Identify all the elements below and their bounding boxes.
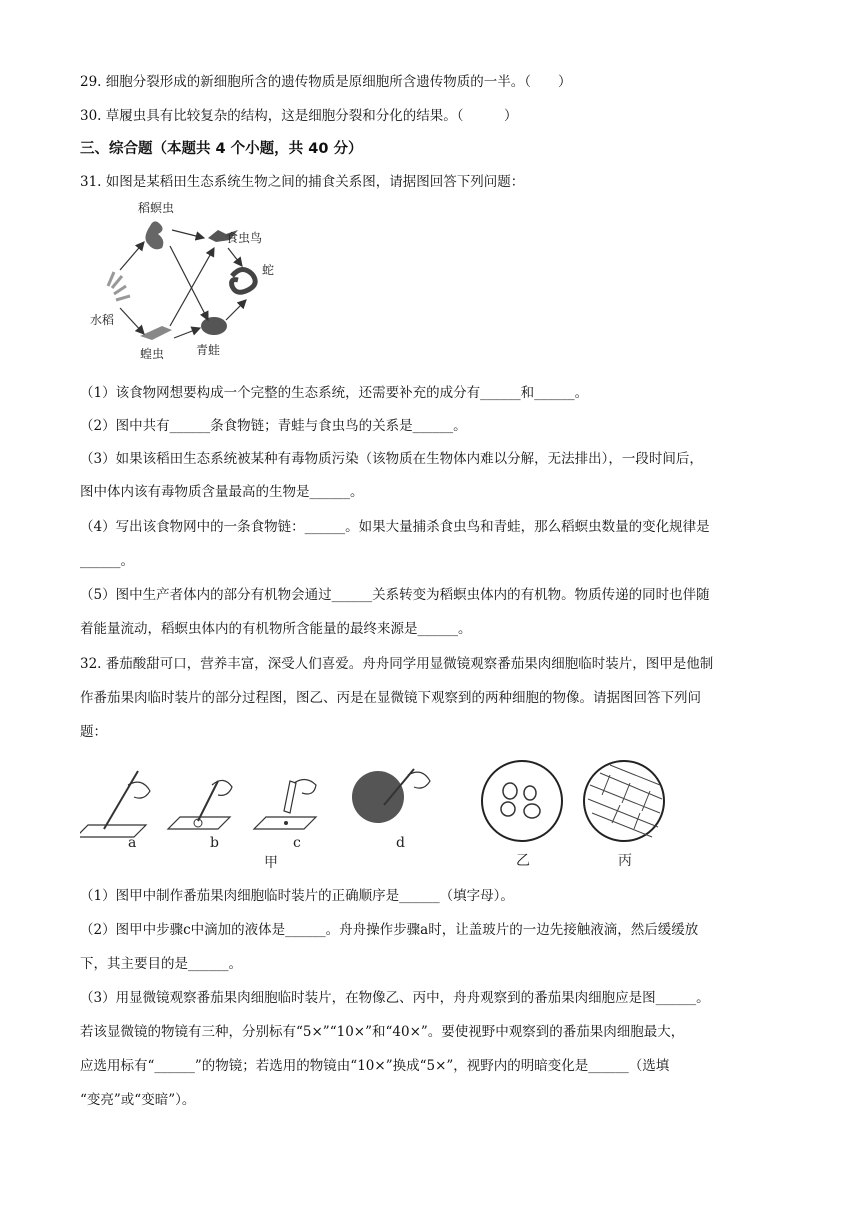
slide-preparation-figure: [80, 755, 690, 875]
question-29: 29. 细胞分裂形成的新细胞所含的遗传物质是原细胞所含遗传物质的一半。（ ）: [80, 74, 572, 90]
label-snake: 蛇: [262, 263, 275, 277]
label-step-c: c: [293, 835, 301, 851]
q32-stem-3: 题：: [80, 724, 107, 740]
q31-line-6: ______。: [80, 553, 134, 569]
planthopper-icon: [145, 221, 163, 249]
snake-icon: [232, 269, 256, 292]
step-d-illustration: [352, 769, 430, 823]
label-group-jia: 甲: [264, 855, 278, 871]
label-rice: 水稻: [90, 313, 115, 327]
q32-stem-2: 作番茄果肉临时装片的部分过程图，图乙、丙是在显微镜下观察到的两种细胞的物像。请据图回答下列问: [80, 690, 701, 706]
locust-icon: [140, 326, 172, 340]
q31-line-2: （2）图中共有______条食物链；青蛙与食虫鸟的关系是______。: [80, 418, 467, 434]
q32-line-6: 应选用标有“______”的物镜；若选用的物镜由“10×”换成“5×”，视野内的明暗变化是______（选填: [80, 1058, 670, 1074]
q31-line-7: （5）图中生产者体内的部分有机物会通过______关系转变为稻螟虫体内的有机物。物质传递的同时也伴随: [80, 587, 710, 603]
question-30: 30. 草履虫具有比较复杂的结构，这是细胞分裂和分化的结果。（ ）: [80, 108, 518, 124]
q32-line-7: “变亮”或“变暗”）。: [80, 1092, 196, 1108]
q31-line-8: 着能量流动，稻螟虫体内的有机物所含能量的最终来源是______。: [80, 621, 472, 637]
label-bird: 食虫鸟: [226, 231, 263, 245]
label-locust: 蝗虫: [140, 347, 165, 361]
step-b-illustration: [168, 780, 232, 829]
q32-line-1: （1）图甲中制作番茄果肉细胞临时装片的正确顺序是______（填字母）。: [80, 888, 514, 904]
label-frog: 青蛙: [196, 343, 221, 357]
section-title: 三、综合题（本题共 4 个小题，共 40 分）: [80, 141, 363, 157]
q31-line-4: 图中体内该有毒物质含量最高的生物是______。: [80, 484, 364, 500]
step-a-illustration: [80, 771, 150, 837]
view-bing-illustration: [584, 761, 664, 841]
view-yi-illustration: [482, 761, 562, 841]
q32-stem-1: 32. 番茄酸甜可口，营养丰富，深受人们喜爱。舟舟同学用显微镜观察番茄果肉细胞临时装片，图甲是他制: [80, 656, 714, 672]
frog-icon: [201, 317, 227, 335]
rice-icon: [108, 272, 130, 300]
q32-line-3: 下，其主要目的是______。: [80, 956, 242, 972]
q32-line-5: 若该显微镜的物镜有三种，分别标有“5×”“10×”和“40×”。要使视野中观察到的番茄果肉细胞最大，: [80, 1024, 685, 1040]
label-step-d: d: [396, 835, 405, 851]
label-view-yi: 乙: [516, 853, 530, 869]
q31-line-3: （3）如果该稻田生态系统被某种有毒物质污染（该物质在生物体内难以分解，无法排出），一段时间后，: [80, 451, 703, 467]
question-31-stem: 31. 如图是某稻田生态系统生物之间的捕食关系图，请据图回答下列问题：: [80, 174, 525, 190]
q32-line-2: （2）图甲中步骤c中滴加的液体是______。舟舟操作步骤a时，让盖玻片的一边先接触液滴，然后缓缓放: [80, 922, 699, 938]
step-c-illustration: [254, 779, 316, 829]
label-step-b: b: [210, 835, 219, 851]
label-planthopper: 稻螟虫: [138, 201, 175, 215]
food-web-figure: [80, 196, 300, 366]
label-step-a: a: [128, 835, 137, 851]
label-view-bing: 丙: [618, 853, 632, 869]
q32-line-4: （3）用显微镜观察番茄果肉细胞临时装片，在物像乙、丙中，舟舟观察到的番茄果肉细胞应是图______。: [80, 990, 710, 1006]
q31-line-5: （4）写出该食物网中的一条食物链：______。如果大量捕杀食虫鸟和青蛙，那么稻螟虫数量的变化规律是: [80, 519, 710, 535]
q31-line-1: （1）该食物网想要构成一个完整的生态系统，还需要补充的成分有______和______。: [80, 385, 589, 401]
